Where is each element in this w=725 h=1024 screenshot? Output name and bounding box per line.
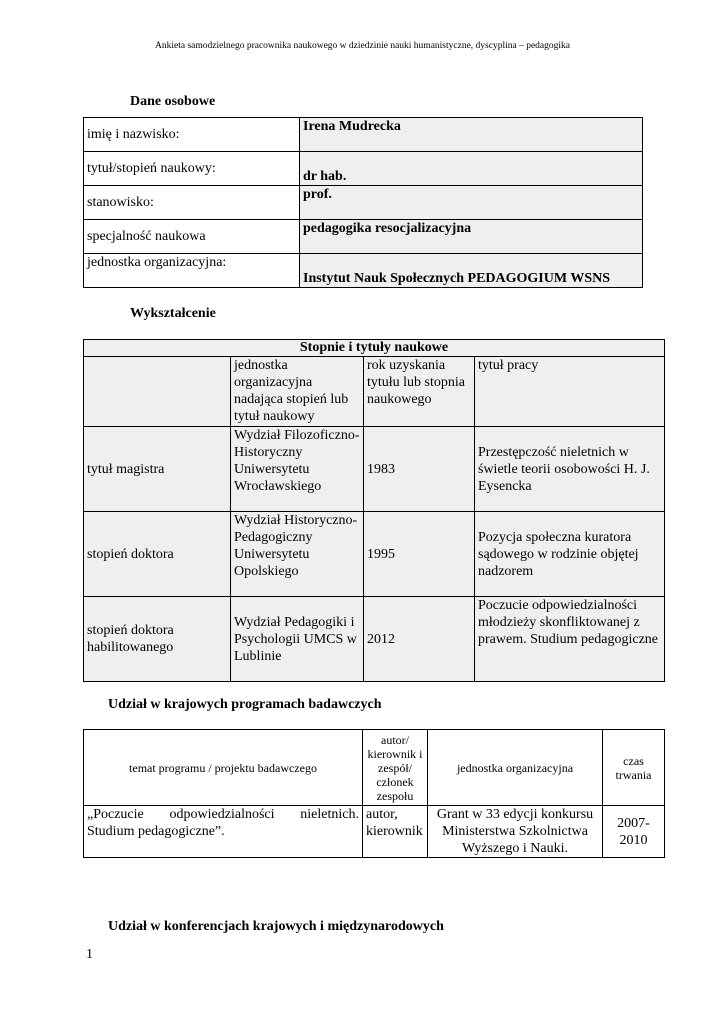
value-position: prof.: [300, 186, 643, 220]
label-name: imię i nazwisko:: [84, 118, 300, 152]
table-row: [84, 118, 643, 152]
edu-degree: tytuł magistra: [84, 427, 231, 512]
edu-thesis: Pozycja społeczna kuratora sądowego w rodzinie objętej nadzorem: [475, 512, 665, 597]
personal-table: [83, 117, 643, 288]
research-role: autor, kierownik: [363, 806, 428, 858]
research-time: 2007-2010: [603, 806, 665, 858]
section-research-title: Udział w krajowych programach badawczych: [108, 697, 382, 712]
research-topic: „Poczucie odpowiedzialności nieletnich. Studium pedagogiczne”.: [84, 806, 363, 858]
research-unit: Grant w 33 edycji konkursu Ministerstwa Szkolnictwa Wyższego i Nauki.: [428, 806, 603, 858]
table-row: [84, 427, 665, 512]
label-position: stanowisko:: [84, 186, 300, 220]
edu-degree: stopień doktora habilitowanego: [84, 597, 231, 682]
header-role: autor/ kierownik i zespół/ członek zespołu: [363, 730, 428, 806]
header-topic: temat programu / projektu badawczego: [84, 730, 363, 806]
edu-thesis: Przestępczość nieletnich w świetle teorii osobowości H. J. Eysencka: [475, 427, 665, 512]
edu-year: 1995: [364, 512, 475, 597]
label-unit: jednostka organizacyjna:: [84, 254, 300, 288]
edu-unit: Wydział Pedagogiki i Psychologii UMCS w Lublinie: [231, 597, 364, 682]
section-education-title: Wykształcenie: [130, 306, 216, 321]
research-table: [83, 729, 665, 858]
table-row: [84, 186, 643, 220]
header-thesis: tytuł pracy: [475, 357, 665, 427]
edu-year: 1983: [364, 427, 475, 512]
table-row: [84, 730, 665, 806]
education-table-title: Stopnie i tytuły naukowe: [84, 340, 665, 357]
value-name: Irena Mudrecka: [300, 118, 643, 152]
table-row: [84, 152, 643, 186]
edu-degree: stopień doktora: [84, 512, 231, 597]
edu-unit: Wydział Historyczno-Pedagogiczny Uniwersytetu Opolskiego: [231, 512, 364, 597]
table-row: [84, 806, 665, 858]
edu-unit: Wydział Filozoficzno-Historyczny Uniwersytetu Wrocławskiego: [231, 427, 364, 512]
table-row: [84, 220, 643, 254]
table-row: [84, 597, 665, 682]
section-personal-title: Dane osobowe: [130, 94, 216, 109]
edu-thesis: Poczucie odpowiedzialności młodzieży skonfliktowanej z prawem. Studium pedagogiczne: [475, 597, 665, 682]
value-specialty: pedagogika resocjalizacyjna: [300, 220, 643, 254]
table-row: [84, 357, 665, 427]
header-degree: [84, 357, 231, 427]
section-conferences-title: Udział w konferencjach krajowych i międzynarodowych: [108, 919, 444, 934]
header-time: czas trwania: [603, 730, 665, 806]
header-year: rok uzyskania tytułu lub stopnia naukowego: [364, 357, 475, 427]
table-row: [84, 512, 665, 597]
label-degree: tytuł/stopień naukowy:: [84, 152, 300, 186]
education-table: [83, 339, 665, 682]
page-number: 1: [86, 947, 93, 962]
header-unit: jednostka organizacyjna nadająca stopień lub tytuł naukowy: [231, 357, 364, 427]
value-unit: Instytut Nauk Społecznych PEDAGOGIUM WSNS: [300, 254, 643, 288]
table-row: [84, 340, 665, 357]
label-specialty: specjalność naukowa: [84, 220, 300, 254]
value-degree: dr hab.: [300, 152, 643, 186]
header-unit: jednostka organizacyjna: [428, 730, 603, 806]
edu-year: 2012: [364, 597, 475, 682]
page-header: Ankieta samodzielnego pracownika naukowego w dziedzinie nauki humanistyczne, dyscyplina – pedagogika: [155, 41, 570, 51]
table-row: [84, 254, 643, 288]
